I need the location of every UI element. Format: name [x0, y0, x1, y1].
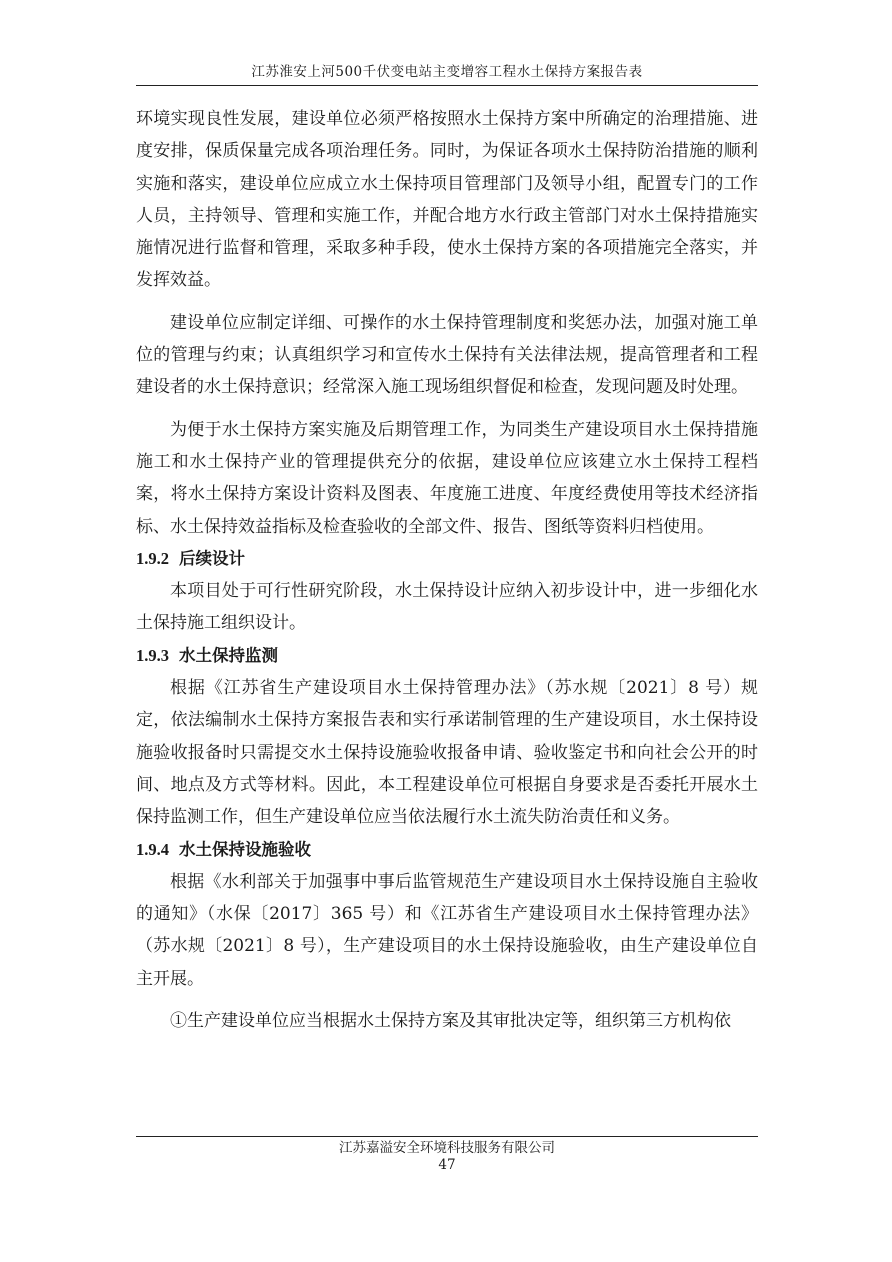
paragraph-continued: 环境实现良性发展，建设单位必须严格按照水土保持方案中所确定的治理措施、进度安排，保质保量完成各项治理任务。同时，为保证各项水土保持防治措施的顺利实施和落实，建设单位应成立水土保持项目管理部门及领导小组，配置专门的工作人员，主持领导、管理和实施工作，并配合地方水行政主管部门对水土保持措施实施情况进行监督和管理，采取多种手段，使水土保持方案的各项措施完全落实，并发挥效益。	[136, 109, 758, 291]
paragraph-management-rules: 建设单位应制定详细、可操作的水土保持管理制度和奖惩办法，加强对施工单位的管理与约束；认真组织学习和宣传水土保持有关法律法规，提高管理者和工程建设者的水土保持意识；经常深入施工现场组织督促和检查，发现问题及时处理。	[136, 312, 758, 398]
paragraph-acceptance-item-1: ①生产建设单位应当根据水土保持方案及其审批决定等，组织第三方机构依	[170, 1011, 731, 1032]
paragraph-acceptance: 根据《水利部关于加强事中事后监管规范生产建设项目水土保持设施自主验收的通知》（水保〔2017〕365 号）和《江苏省生产建设项目水土保持管理办法》（苏水规〔2021〕8 号），生产建设项目的水土保持设施验收，由生产建设单位自主开展。	[136, 871, 758, 989]
page-header-title: 江苏淮安上河500千伏变电站主变增容工程水土保持方案报告表	[251, 64, 643, 80]
section-number: 1.9.3	[136, 645, 169, 665]
paragraph-archives: 为便于水土保持方案实施及后期管理工作，为同类生产建设项目水土保持措施施工和水土保持产业的管理提供充分的依据，建设单位应该建立水土保持工程档案，将水土保持方案设计资料及图表、年度施工进度、年度经费使用等技术经济指标、水土保持效益指标及检查验收的全部文件、报告、图纸等资料归档使用。	[136, 419, 758, 537]
footer-divider	[136, 1136, 758, 1137]
header-divider	[136, 85, 758, 86]
paragraph-follow-up-design: 本项目处于可行性研究阶段，水土保持设计应纳入初步设计中，进一步细化水土保持施工组织设计。	[136, 581, 758, 634]
page-number: 47	[438, 1157, 456, 1173]
section-title: 水土保持监测	[179, 645, 278, 665]
section-number: 1.9.2	[136, 548, 169, 568]
section-heading-monitoring	[136, 640, 758, 672]
footer-company-name: 江苏嘉溢安全环境科技服务有限公司	[339, 1140, 555, 1156]
section-title: 后续设计	[179, 548, 245, 568]
section-heading-acceptance	[136, 834, 758, 866]
section-title: 水土保持设施验收	[179, 839, 311, 859]
section-heading-follow-up-design	[136, 543, 758, 575]
section-number: 1.9.4	[136, 839, 169, 859]
document-body	[136, 103, 758, 1037]
paragraph-monitoring: 根据《江苏省生产建设项目水土保持管理办法》（苏水规〔2021〕8 号）规定，依法编制水土保持方案报告表和实行承诺制管理的生产建设项目，水土保持设施验收报备时只需提交水土保持设施验收报备申请、验收鉴定书和向社会公开的时间、地点及方式等材料。因此，本工程建设单位可根据自身要求是否委托开展水土保持监测工作，但生产建设单位应当依法履行水土流失防治责任和义务。	[136, 678, 758, 828]
